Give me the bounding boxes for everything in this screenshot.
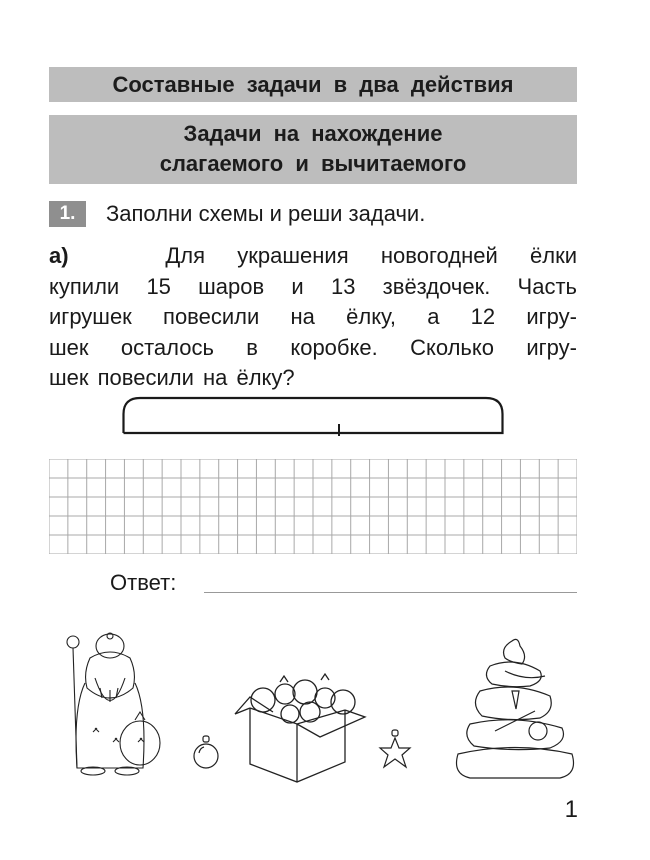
box-of-ornaments-illustration xyxy=(225,672,385,790)
answer-line[interactable] xyxy=(204,592,577,593)
problem-text xyxy=(49,241,577,394)
problem-line: игрушек повесили на ёлку, а 12 игру- xyxy=(49,304,577,329)
christmas-tree-illustration xyxy=(450,636,580,781)
problem-line: шек осталось в коробке. Сколько игру- xyxy=(49,334,577,360)
problem-line: шек повесили на ёлку? xyxy=(49,365,295,390)
task-instruction: Заполни схемы и реши задачи. xyxy=(106,201,426,226)
subsection-title xyxy=(49,115,577,184)
star-ornament-illustration xyxy=(375,728,415,773)
subsection-title-line2: слагаемого и вычитаемого xyxy=(159,151,467,176)
ornament-ball-illustration xyxy=(192,733,222,773)
problem-line: купили 15 шаров и 13 звёздочек. Часть xyxy=(49,273,577,299)
scheme-bracket[interactable] xyxy=(122,396,504,436)
ded-moroz-illustration xyxy=(55,628,165,778)
problem-line: а) Для украшения новогодней ёлки xyxy=(49,243,578,268)
squared-grid[interactable] xyxy=(49,459,577,554)
section-title: Составные задачи в два действия xyxy=(49,67,577,102)
task-header xyxy=(49,201,590,227)
task-number-badge: 1. xyxy=(49,201,86,227)
subsection-title-line1: Задачи на нахождение xyxy=(183,121,443,146)
page-number: 1 xyxy=(564,796,578,823)
answer-label: Ответ: xyxy=(110,570,177,595)
part-label: а) xyxy=(49,243,69,268)
